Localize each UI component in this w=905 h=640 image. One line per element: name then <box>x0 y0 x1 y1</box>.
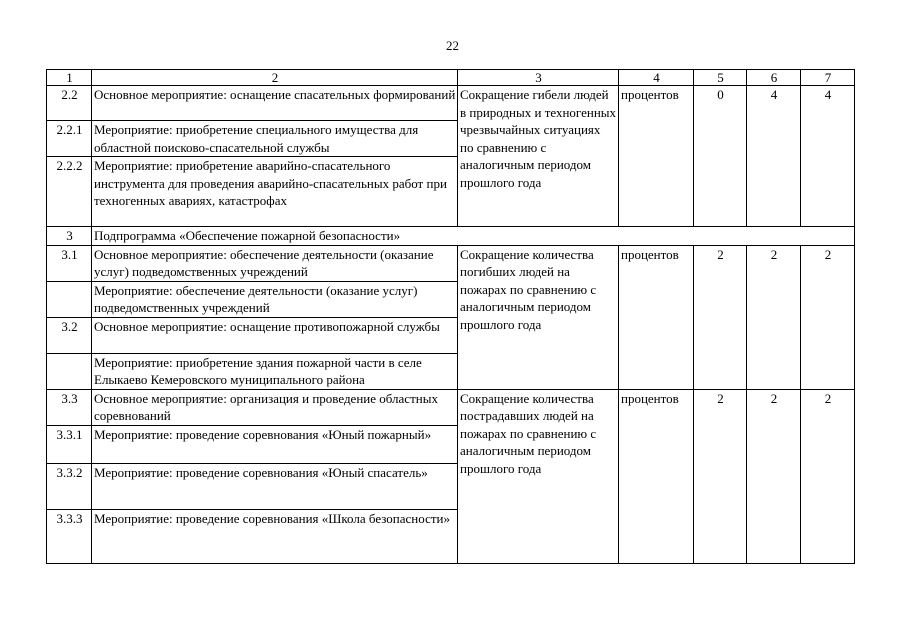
row-number <box>47 353 92 389</box>
program-measures-table <box>46 69 855 564</box>
column-number: 7 <box>801 70 855 86</box>
column-number: 2 <box>92 70 458 86</box>
row-number: 3.3.1 <box>47 425 92 463</box>
table-row <box>47 86 855 121</box>
table-row <box>47 389 855 425</box>
subprogram-title: Подпрограмма «Обеспечение пожарной безопасности» <box>92 227 855 246</box>
measure-name: Основное мероприятие: обеспечение деятельности (оказание услуг) подведомственных учреждений <box>92 245 458 281</box>
row-number: 3.3.3 <box>47 509 92 563</box>
measure-name: Мероприятие: обеспечение деятельности (оказание услуг) подведомственных учреждений <box>92 281 458 317</box>
column-number: 5 <box>694 70 747 86</box>
indicator-value-col5: 2 <box>694 245 747 389</box>
row-number <box>47 281 92 317</box>
column-number-row <box>47 70 855 86</box>
measure-name: Мероприятие: проведение соревнования «Юный пожарный» <box>92 425 458 463</box>
indicator-name: Сокращение количества погибших людей на пожарах по сравнению с аналогичным периодом прошлого года <box>458 245 619 389</box>
row-number: 2.2 <box>47 86 92 121</box>
indicator-name: Сокращение гибели людей в природных и техногенных чрезвычайных ситуациях по сравнению с аналогичным периодом прошлого года <box>458 86 619 227</box>
table-row <box>47 227 855 246</box>
page-number: 22 <box>446 38 459 53</box>
indicator-name: Сокращение количества пострадавших людей на пожарах по сравнению с аналогичным периодом прошлого года <box>458 389 619 563</box>
indicator-value-col6: 4 <box>747 86 801 227</box>
unit-of-measure: процентов <box>619 86 694 227</box>
column-number: 1 <box>47 70 92 86</box>
unit-of-measure: процентов <box>619 245 694 389</box>
row-number: 3 <box>47 227 92 246</box>
measure-name: Мероприятие: проведение соревнования «Юный спасатель» <box>92 463 458 509</box>
row-number: 3.1 <box>47 245 92 281</box>
column-number: 6 <box>747 70 801 86</box>
row-number: 3.2 <box>47 317 92 353</box>
measure-name: Мероприятие: приобретение специального имущества для областной поисково-спасательной службы <box>92 121 458 157</box>
row-number: 3.3.2 <box>47 463 92 509</box>
column-number: 3 <box>458 70 619 86</box>
row-number: 2.2.1 <box>47 121 92 157</box>
measure-name: Основное мероприятие: организация и проведение областных соревнований <box>92 389 458 425</box>
indicator-value-col5: 2 <box>694 389 747 563</box>
table-row <box>47 245 855 281</box>
indicator-value-col6: 2 <box>747 389 801 563</box>
row-number: 3.3 <box>47 389 92 425</box>
measure-name: Мероприятие: приобретение аварийно-спасательного инструмента для проведения аварийно-спасательных работ при техногенных авариях, катастрофах <box>92 157 458 227</box>
indicator-value-col5: 0 <box>694 86 747 227</box>
indicator-value-col7: 2 <box>801 389 855 563</box>
row-number: 2.2.2 <box>47 157 92 227</box>
measure-name: Мероприятие: проведение соревнования «Школа безопасности» <box>92 509 458 563</box>
indicator-value-col7: 2 <box>801 245 855 389</box>
indicator-value-col7: 4 <box>801 86 855 227</box>
unit-of-measure: процентов <box>619 389 694 563</box>
indicator-value-col6: 2 <box>747 245 801 389</box>
measure-name: Мероприятие: приобретение здания пожарной части в селе Елыкаево Кемеровского муниципального района <box>92 353 458 389</box>
measure-name: Основное мероприятие: оснащение противопожарной службы <box>92 317 458 353</box>
column-number: 4 <box>619 70 694 86</box>
measure-name: Основное мероприятие: оснащение спасательных формирований <box>92 86 458 121</box>
